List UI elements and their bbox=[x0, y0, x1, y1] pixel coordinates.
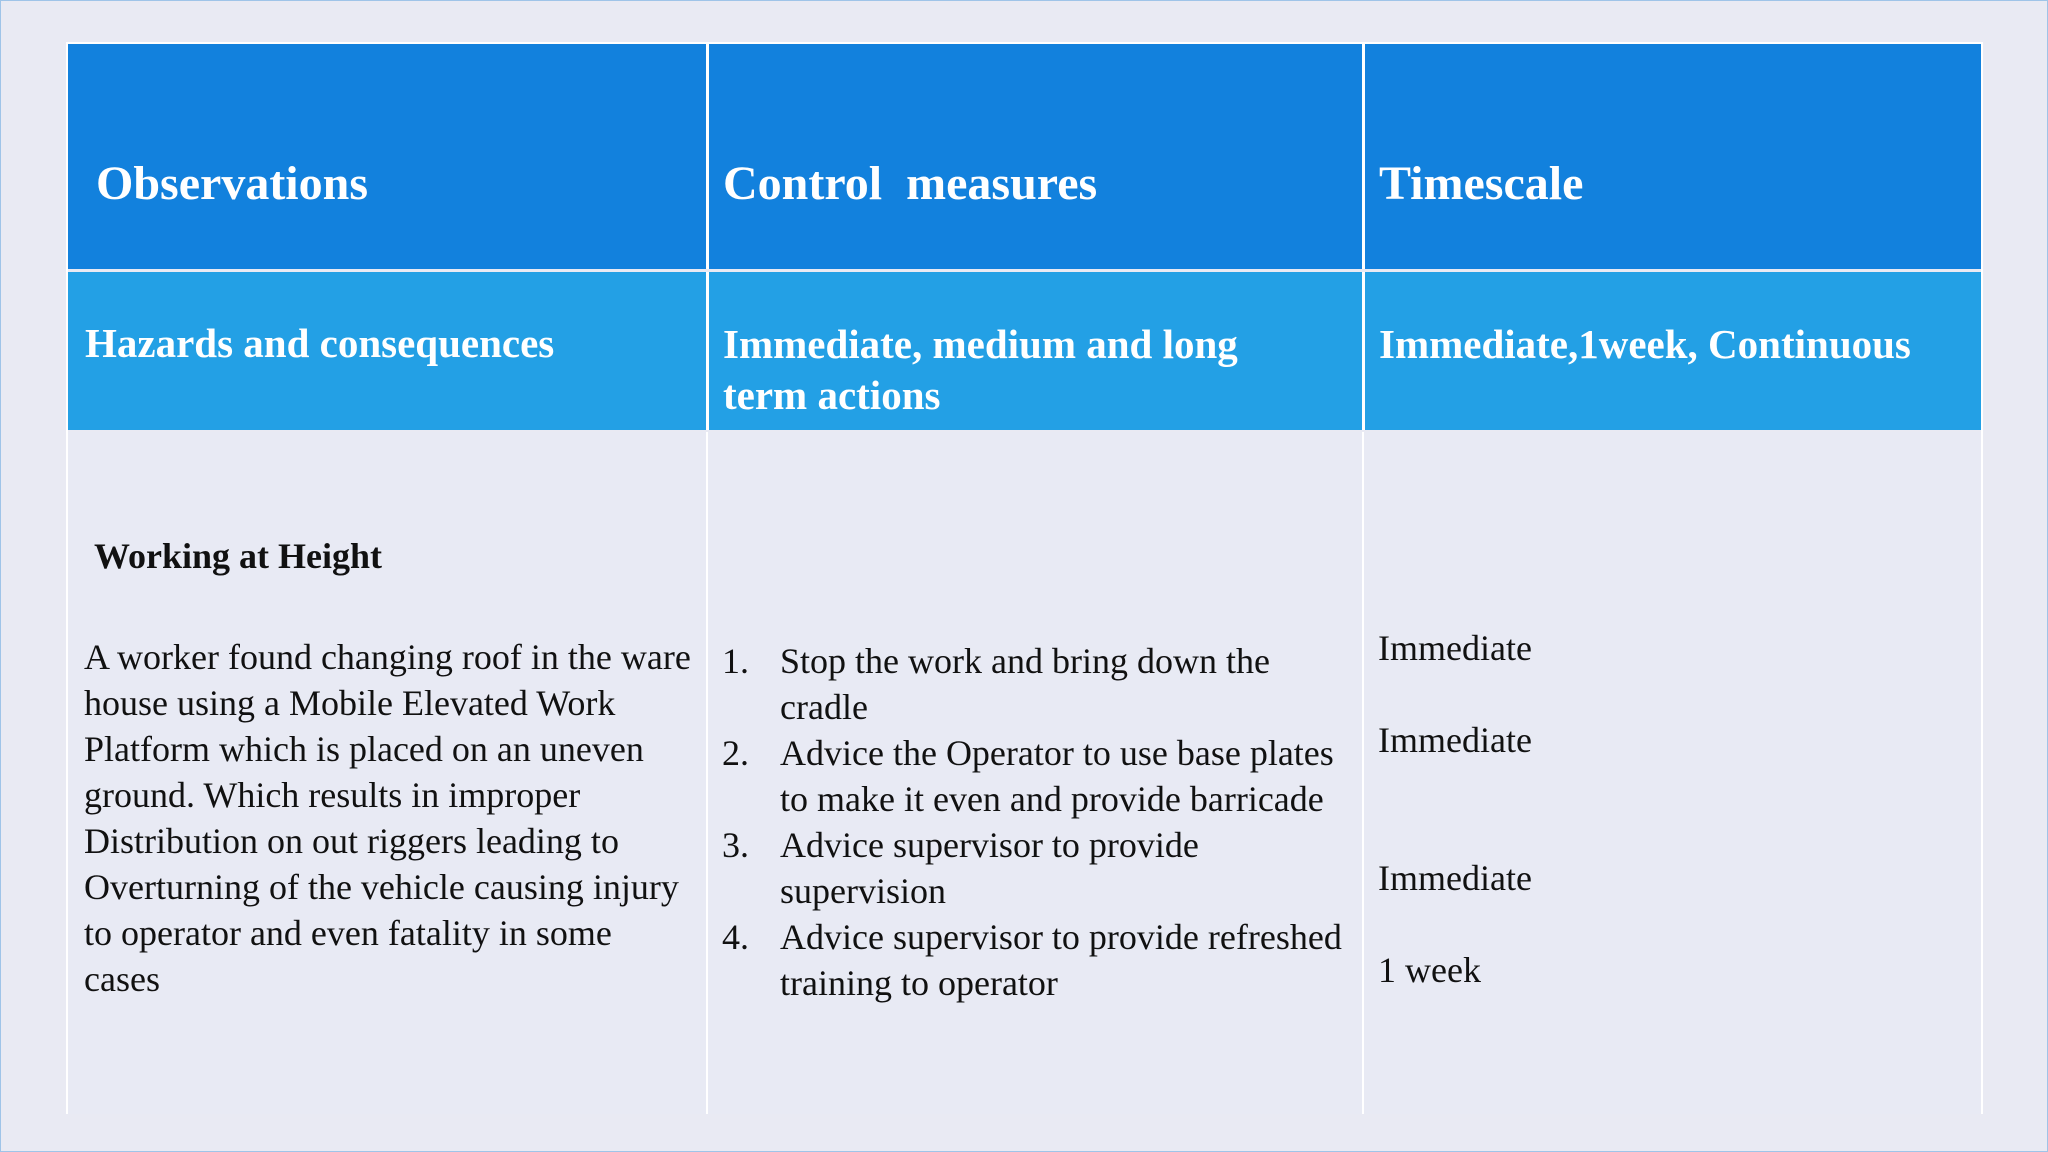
list-item-text: Advice supervisor to provide refreshed training to operator bbox=[780, 917, 1342, 1003]
body-cell-timescale bbox=[1362, 432, 1981, 1114]
subheader-cell-timescale bbox=[1362, 272, 1981, 430]
header-timescale: Timescale bbox=[1379, 157, 1584, 210]
list-item bbox=[722, 730, 1352, 822]
timescale-item: Immediate bbox=[1378, 720, 1532, 760]
observation-title: Working at Height bbox=[94, 536, 383, 576]
subheader-cell-observations bbox=[68, 272, 706, 430]
table-header-row bbox=[68, 44, 1981, 269]
hazard-table bbox=[66, 42, 1983, 1114]
header-observations: Observations bbox=[96, 157, 369, 210]
table-subheader-row bbox=[68, 272, 1981, 430]
table-body-row bbox=[68, 432, 1981, 1114]
subheader-observations: Hazards and consequences bbox=[85, 320, 555, 366]
list-item bbox=[722, 822, 1352, 914]
list-item-number: 3. bbox=[722, 825, 749, 865]
header-cell-control-measures bbox=[706, 44, 1362, 269]
list-item-text: Advice supervisor to provide supervision bbox=[780, 825, 1199, 911]
observation-text: A worker found changing roof in the ware house using a Mobile Elevated Work Platform which is placed on an uneven ground. Which results in improper Distribution on out riggers leading to Overturning of the vehicle causing injury to operator and even fatality in some cases bbox=[84, 637, 691, 999]
list-item-text: Stop the work and bring down the cradle bbox=[780, 641, 1270, 727]
header-cell-observations bbox=[68, 44, 706, 269]
list-item-number: 1. bbox=[722, 641, 749, 681]
list-item-text: Advice the Operator to use base plates to make it even and provide barricade bbox=[780, 733, 1334, 819]
list-item bbox=[722, 638, 1352, 730]
list-item-number: 4. bbox=[722, 917, 749, 957]
timescale-item: Immediate bbox=[1378, 858, 1532, 898]
control-measures-list bbox=[722, 638, 1352, 1006]
body-cell-control-measures bbox=[706, 432, 1362, 1114]
subheader-control-measures: Immediate, medium and long term actions bbox=[723, 321, 1238, 418]
subheader-timescale: Immediate,1week, Continuous bbox=[1379, 321, 1911, 367]
header-control-measures: Control measures bbox=[723, 157, 1098, 210]
subheader-cell-control-measures bbox=[706, 272, 1362, 430]
list-item bbox=[722, 914, 1352, 1006]
timescale-item: Immediate bbox=[1378, 628, 1532, 668]
timescale-item: 1 week bbox=[1378, 950, 1481, 990]
list-item-number: 2. bbox=[722, 733, 749, 773]
body-cell-observations bbox=[68, 432, 706, 1114]
header-cell-timescale bbox=[1362, 44, 1981, 269]
